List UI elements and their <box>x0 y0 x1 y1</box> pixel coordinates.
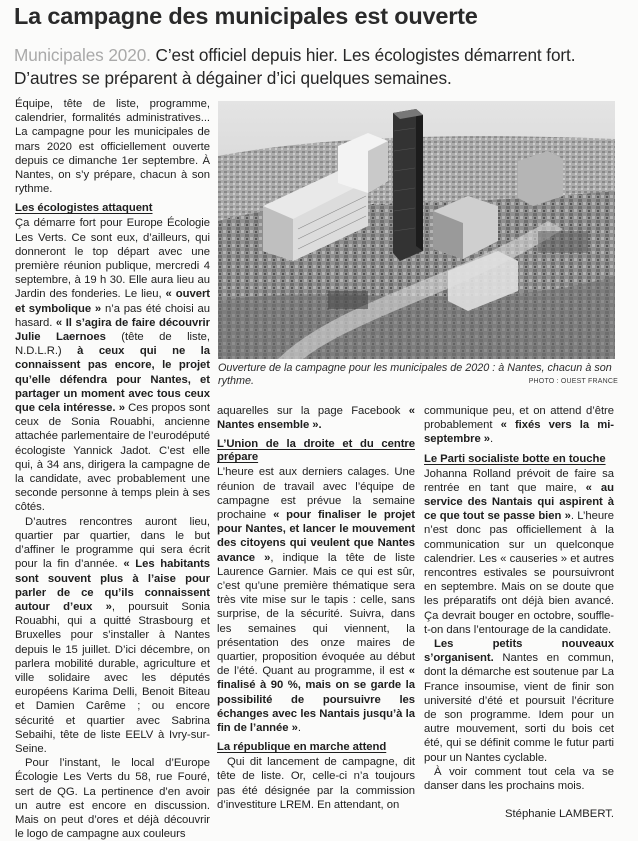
column-1 <box>15 97 210 841</box>
chapo <box>14 44 629 90</box>
text-span: Johanna Rolland prévoit de faire sa rentrée en tant que maire, <box>424 467 614 494</box>
intro-paragraph: Équipe, tête de liste, programme, calendrier, formalités administratives... La campagne pour les municipales de mars 2020 est officiellement ouverte depuis ce dimanche 1er septembre. À Nantes, on s’y prépare, chacun à son rythme. <box>15 98 210 196</box>
text-span: (tête de liste, N.D.L.R.) <box>15 331 210 358</box>
text-span: , indique la tête de liste Laurence Garnier. Mais ce qui est sûr, c’est qu’une première thématique sera très vite mise sur le tapis : celle, sans surprise, de la sécurité. Suivra, dans les semaines qui viennent, la présentation des onze maires de quartier, proposition évoquée au début de l’été. Quant au programme, il est <box>217 551 415 678</box>
paragraph-ps <box>424 467 614 637</box>
text-span: . <box>297 722 301 735</box>
text-span: communique peu, et on attend d’être probablement <box>424 405 614 432</box>
quote-span: « au service des Nantais qui aspirent à ce que tout se passe bien » <box>424 481 614 523</box>
photo-illustration <box>218 101 615 359</box>
paragraph-ecolos-3: Pour l’instant, le local d’Europe Écologie Les Verts du 58, rue Fouré, sert de QG. La pertinence d’en avoir un autre est encore en discussion. Mais on peut d’ores et déjà découvrir le logo de campagne aux couleurs <box>15 757 210 841</box>
paragraph-petits-nouveaux <box>424 637 614 765</box>
subhead-parti-socialiste: Le Parti socialiste botte en touche <box>424 452 606 465</box>
aerial-photo-nantes <box>218 101 615 359</box>
text-span: et autres rencontres estivales se poursuivront en septembre. Mais on se doute que les préparatifs ont déjà bien avancé. Ça devrait bouger en octobre, souffle-t-on dans l’entourage de la candidate. <box>424 552 614 636</box>
text-span: « causeries » <box>500 552 568 565</box>
subhead-union-droite: L’Union de la droite et du centre prépare <box>217 438 415 464</box>
column-2 <box>217 404 415 827</box>
author-signature: Stéphanie LAMBERT. <box>505 808 615 820</box>
subhead-lrem: La république en marche attend <box>217 741 387 754</box>
quote-span: à ceux qui ne la connaissent pas encore, le projet qu’elle défendra pour Nantes, et partager un moment avec tous ceux que cela intéresse. » <box>15 345 210 415</box>
text-span: Ça démarre fort pour Europe Écologie Les Verts. Ce sont eux, d’ailleurs, qui donneront le top départ avec une première réunion publique, mercredi 4 septembre, à 19 h 30. Elle aura lieu au Jardin des fonderies. Le lieu, <box>15 217 210 301</box>
photo-caption <box>218 362 618 394</box>
paragraph-ecolos-2 <box>15 515 210 756</box>
quote-span: « pour finaliser le projet pour Nantes, et lancer le mouvement des citoyens qui veulent que Nantes avance » <box>217 509 415 564</box>
quote-span: « Nantes ensemble ». <box>217 405 415 432</box>
text-span: D’autres rencontres auront lieu, quartier par quartier, dans le but d’affiner le programme qui sera écrit pour la fin d’année. <box>15 515 210 571</box>
chapo-text: C’est officiel depuis hier. Les écologistes démarrent fort. D’autres se préparent à dégainer d’ici quelques semaines. <box>14 45 576 88</box>
column-3 <box>424 404 614 827</box>
text-span: , poursuit Sonia Rouabhi, qui a quitté Strasbourg et Bruxelles pour s’installer à Nantes depuis le 15 juillet. D’ici décembre, on parlera mobilité durable, agriculture et ville solidaire avec les députés européens Karima Delli, Benoit Biteau et Damien Carême ; ou encore sécurité et quartier avec Sabrina Sebaihi, tête de liste EELV à Ivry-sur-Seine. <box>15 600 210 755</box>
text-span: Ces propos sont ceux de Sonia Rouabhi, ancienne attachée parlementaire de l’eurodéputé écologiste Yannick Jadot. C’est elle qui, à 34 ans, dirigera la campagne de la candidate, avec probablement une seconde personne à temps plein à ses côtés. <box>15 402 210 514</box>
text-span: aquarelles sur la page Facebook <box>217 405 409 417</box>
paragraph-continuation <box>424 404 614 447</box>
paragraph-ecolos-1 <box>15 216 210 514</box>
paragraph-closing: À voir comment tout cela va se danser dans les prochains mois. <box>424 765 614 793</box>
quote-span: « Il s’agira de faire découvrir Julie Laernoes <box>15 316 210 344</box>
text-span: . <box>490 433 494 446</box>
paragraph-union <box>217 465 415 735</box>
quote-span: « fixés vers la mi-septembre » <box>424 419 614 446</box>
text-span: . L’heure n’est donc pas officiellement à la communication sur un quelconque calendrier. Les <box>424 510 615 565</box>
caption-text: Ouverture de la campagne pour les municipales de 2020 : à Nantes, chacun à son rythme. <box>218 362 612 387</box>
quote-span: « finalisé à 90 %, mais on se garde la possibilité de poursuivre les échanges avec les Nantais jusqu’à la fin de l’année » <box>217 665 415 735</box>
subhead-ecologistes: Les écologistes attaquent <box>15 202 153 215</box>
text-span: Nantes en commun, dont la démarche est soutenue par La France insoumise, vient de finir son université d’été et poursuit l’écriture de son programme. Idem pour un autre mouvement, sorti du bois cet été, qui se définit comme le futur parti pour un Nantes cyclable. <box>424 652 614 764</box>
lead-in: Les petits nouveaux s’organisent. <box>424 638 614 665</box>
quote-span: « ouvert et symbolique » <box>15 288 210 315</box>
text-span: n’a pas été choisi au hasard. <box>15 302 210 329</box>
text-span: L’heure est aux derniers calages. Une réunion de travail avec l’équipe de campagne est prévue la semaine prochaine <box>217 466 415 522</box>
quote-span: « Les habitants sont souvent plus à l’aise pour parler de ce qu’ils connaissent autour d’eux » <box>15 558 210 613</box>
paragraph-continuation <box>217 404 415 432</box>
paragraph-lrem: Qui dit lancement de campagne, dit tête de liste. Or, celle-ci n’a toujours pas été désignée par la commission d’investiture LREM. En attendant, on <box>217 756 415 811</box>
chapo-kicker: Municipales 2020. <box>14 45 151 65</box>
photo-credit: PHOTO : OUEST FRANCE <box>528 378 618 385</box>
headline: La campagne des municipales est ouverte <box>14 3 478 29</box>
